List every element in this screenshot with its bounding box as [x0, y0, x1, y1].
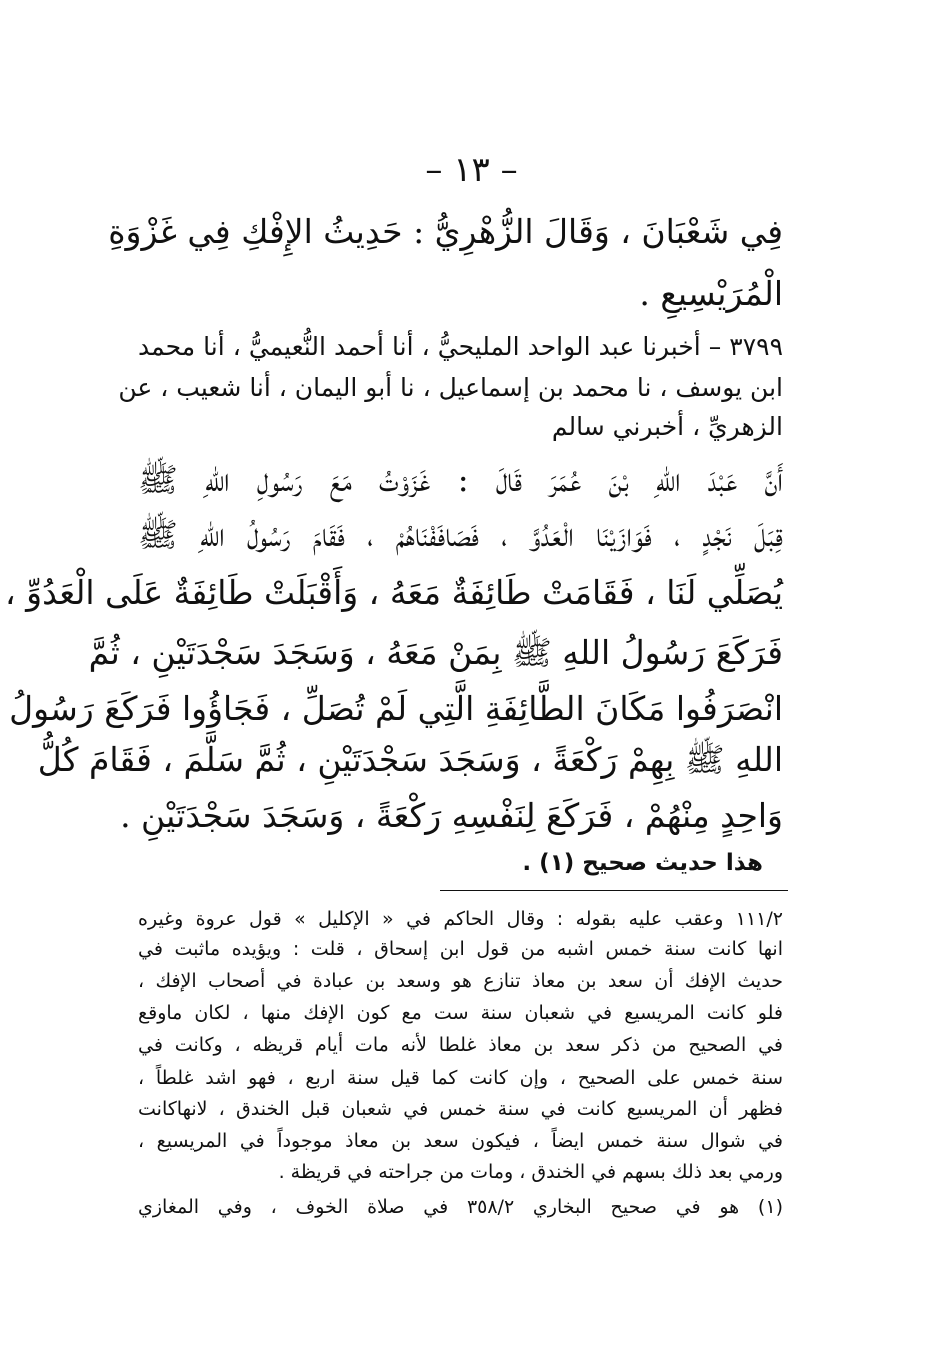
matn-line-2: قِبَلَ نَجْدٍ ، فَوَازَيْنَا الْعَدُوَّ ، فَصَافَفْنَاهُمْ ، فَقَامَ رَسُولُ اللهِ ﷺ — [138, 515, 783, 554]
footnote-line-1: ١١١/٢ وعقب عليه بقوله : وقال الحاكم في « الإكليل » قول عروة وغيره — [138, 908, 783, 930]
footnote-divider — [440, 890, 788, 891]
matn-line-1: أَنَّ عَبْدَ اللهِ بْنَ عُمَرَ قَالَ : غَزَوْتُ مَعَ رَسُولِ اللهِ ﷺ — [138, 460, 783, 499]
footnote-line-2: انها كانت سنة خمس اشبه من قول ابن إسحاق ، قلت : ويؤيده ماثبت في — [138, 938, 783, 960]
matn-line-4: فَرَكَعَ رَسُولُ اللهِ ﷺ بِمَنْ مَعَهُ ، وَسَجَدَ سَجْدَتَيْنِ ، ثُمَّ — [88, 633, 783, 672]
footnote-reference: (١) هو في صحيح البخاري ٣٥٨/٢ في صلاة الخوف ، وفي المغازي — [138, 1196, 783, 1218]
intro-line-2: الْمُرَيْسِيعِ . — [639, 274, 783, 313]
matn-line-7: وَاحِدٍ مِنْهُمْ ، فَرَكَعَ لِنَفْسِهِ رَكْعَةً ، وَسَجَدَ سَجْدَتَيْنِ . — [120, 796, 783, 835]
footnote-line-5: في الصحيح من ذكر سعد بن معاذ غلطا لأنه مات أيام قريظه ، وكانت في — [138, 1034, 783, 1056]
footnote-line-3: حديث الإفك أن سعد بن معاذ تنازع هو وسعد بن عبادة في أصحاب الإفك ، — [138, 970, 783, 992]
isnad-line-1: ٣٧٩٩ – أخبرنا عبد الواحد المليحيُّ ، أنا أحمد النُّعيميُّ ، أنا محمد — [138, 332, 783, 361]
footnote-line-9: ورمي بعد ذلك بسهم في الخندق ، ومات من جراحته في قريظة . — [278, 1161, 783, 1183]
matn-line-5: انْصَرَفُوا مَكَانَ الطَّائِفَةِ الَّتِي لَمْ تُصَلِّ ، فَجَاؤُوا فَرَكَعَ رَسُولُ — [9, 689, 783, 728]
footnote-line-6: سنة خمس على الصحيح ، وإن كانت كما قيل سنة اربع ، فهو اشد غلطاً ، — [138, 1067, 783, 1089]
matn-line-6: اللهِ ﷺ بِهِمْ رَكْعَةً ، وَسَجَدَ سَجْدَتَيْنِ ، ثُمَّ سَلَّمَ ، فَقَامَ كُلُّ — [37, 740, 783, 779]
isnad-line-2: ابن يوسف ، نا محمد بن إسماعيل ، نا أبو اليمان ، أنا شعيب ، عن — [118, 373, 783, 402]
footnote-line-4: فلو كانت المريسيع في شعبان سنة ست مع كون الإفك منها ، لكان ماوقع — [138, 1002, 783, 1024]
matn-line-3: يُصَلِّي لَنَا ، فَقَامَتْ طَائِفَةٌ مَعَهُ ، وَأَقْبَلَتْ طَائِفَةٌ عَلَى الْعَدُوِّ ، — [5, 573, 783, 612]
intro-line-1: فِي شَعْبَانَ ، وَقَالَ الزُّهْرِيُّ : حَدِيثُ الإِفْكِ فِي غَزْوَةِ — [108, 212, 783, 251]
hadith-verdict: هذا حديث صحيح (١) . — [522, 850, 763, 876]
footnote-line-7: فظهر أن المريسيع كانت في سنة خمس في شعبان قبل الخندق ، لانهاكانت — [138, 1098, 783, 1120]
footnote-line-8: في شوال سنة خمس ايضاً ، فيكون سعد بن معاذ موجوداً في المريسيع ، — [138, 1130, 783, 1152]
page-number: – ١٣ – — [425, 150, 518, 190]
isnad-line-3: الزهريِّ ، أخبرني سالم — [551, 412, 783, 441]
